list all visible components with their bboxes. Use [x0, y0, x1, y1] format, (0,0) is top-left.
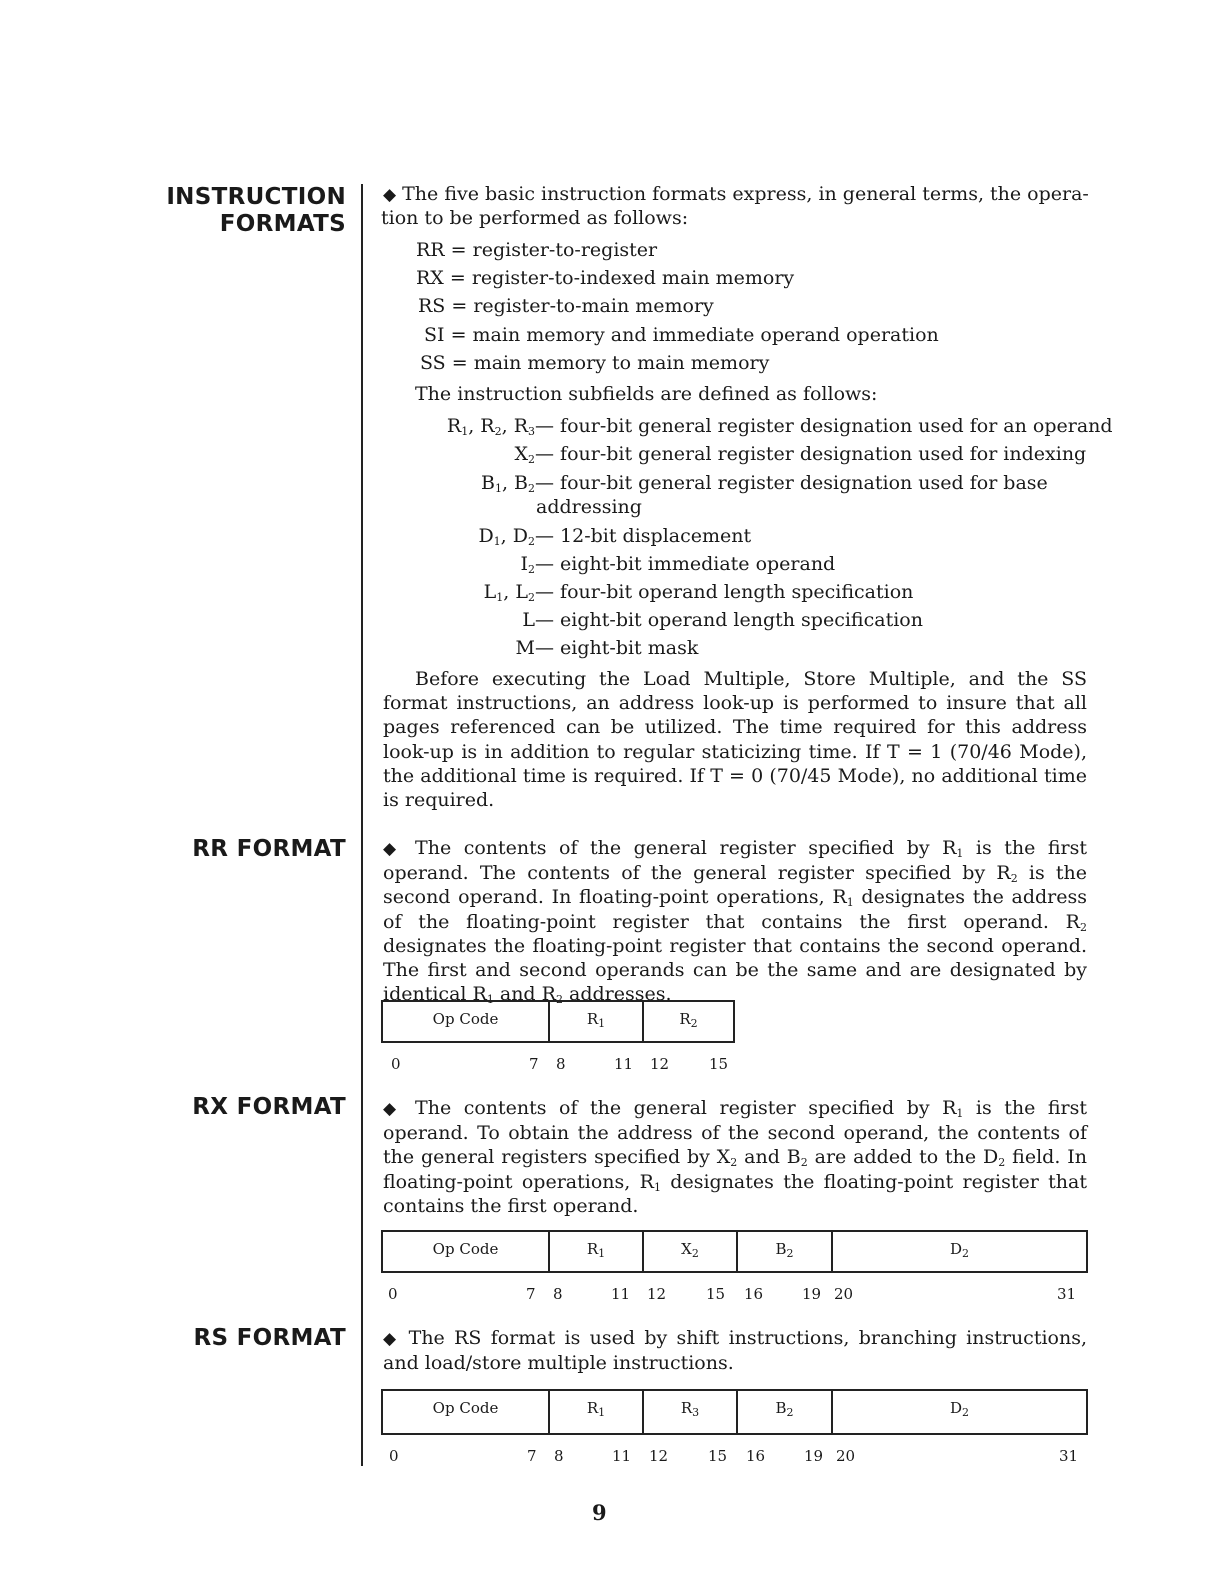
subfield-desc-d: — 12-bit displacement: [535, 525, 752, 547]
op-code-field: Op Code: [383, 1391, 550, 1433]
subfields-intro: The instruction subfields are defined as follows:: [415, 383, 878, 405]
bit-label: 0: [389, 1447, 399, 1465]
subfield-key-m: M: [515, 637, 535, 659]
bit-label: 19: [802, 1285, 822, 1303]
bit-label: 20: [836, 1447, 856, 1465]
heading-line-1: INSTRUCTION: [166, 184, 346, 210]
rr-format-diagram: [381, 1000, 735, 1043]
rs-format-diagram: [381, 1389, 1088, 1435]
rx-format-heading: RX FORMAT: [192, 1094, 346, 1120]
b2-field: $B_2$: [738, 1232, 833, 1271]
bit-label: 0: [391, 1055, 401, 1073]
subfield-desc-l: — eight-bit operand length specification: [535, 609, 923, 631]
format-item: SI = main memory and immediate operand operation: [424, 324, 939, 346]
rs-format-heading: RS FORMAT: [193, 1325, 346, 1351]
subfield-key-x: $X_2$: [514, 443, 535, 466]
page-number: 9: [592, 1500, 607, 1525]
bit-label: 12: [647, 1285, 667, 1303]
bit-label: 8: [553, 1285, 563, 1303]
bit-label: 7: [529, 1055, 539, 1073]
bit-label: 11: [611, 1285, 631, 1303]
op-code-field: Op Code: [383, 1232, 550, 1271]
subfield-desc-b: — four-bit general register designation used for base: [535, 472, 1048, 494]
bullet-icon: ◆: [383, 1329, 400, 1349]
r1-field: $R_1$: [550, 1232, 644, 1271]
bit-label: 15: [709, 1055, 729, 1073]
r3-field: $R_3$: [644, 1391, 738, 1433]
subfield-desc-x: — four-bit general register designation used for indexing: [535, 443, 1087, 465]
bit-label: 15: [708, 1447, 728, 1465]
subfield-key-r: $R_1$, $R_2$, $R_3$: [446, 415, 535, 438]
bit-label: 0: [388, 1285, 398, 1303]
subfield-key-d: $D_1$, $D_2$: [478, 525, 535, 548]
rx-paragraph: ◆ The contents of the general register specified by $R_1$ is the first operand. To obtain the address of the second operand, the contents of the general registers specified by $X_2$ and $B_2$ are added to the $D_2$ field. In floating-point operations, $R_1$ designates the floating-point register that contains the first operand.: [383, 1097, 1088, 1217]
subfield-desc-r: — four-bit general register designation used for an operand: [535, 415, 1113, 437]
bit-label: 12: [649, 1447, 669, 1465]
subfield-key-b: $B_1$, $B_2$: [480, 472, 535, 495]
format-item: SS = main memory to main memory: [420, 352, 770, 374]
heading-line-2: FORMATS: [219, 211, 346, 237]
subfield-desc-m: — eight-bit mask: [535, 637, 699, 659]
r1-field: $R_1$: [550, 1391, 644, 1433]
rr-format-heading: RR FORMAT: [192, 836, 346, 862]
d2-field: $D_2$: [949, 1240, 970, 1260]
lookup-paragraph: Before executing the Load Multiple, Store Multiple, and the SS format instructions, an address look-up is performed to insure that all pages referenced can be utilized. The time required for this address look-up is in addition to regular staticizing time. If T = 1 (70/46 Mode), the additional time is required. If T = 0 (70/45 Mode), no additional time is required.: [383, 668, 1087, 812]
subfield-key-ll: $L_1$, $L_2$: [483, 581, 535, 604]
r1-field: $R_1$: [550, 1002, 644, 1041]
x2-field: $X_2$: [644, 1232, 738, 1271]
bit-label: 31: [1057, 1285, 1077, 1303]
subfield-desc-b-cont: addressing: [536, 496, 642, 518]
rr-paragraph: ◆ The contents of the general register specified by $R_1$ is the first operand. The contents of the general register specified by $R_2$ is the second operand. In floating-point operations, $R_1$ designates the address of the floating-point register that contains the first operand. $R_2$ designates the floating-point register that contains the second operand. The first and second operands can be the same and are designated by identical $R_1$ and $R_2$ addresses.: [383, 837, 1088, 1007]
bit-label: 31: [1059, 1447, 1079, 1465]
bit-label: 16: [746, 1447, 766, 1465]
bit-label: 8: [554, 1447, 564, 1465]
rx-format-diagram: [381, 1230, 1088, 1273]
format-item: RS = register-to-main memory: [418, 295, 714, 317]
bit-label: 7: [527, 1447, 537, 1465]
format-item: RR = register-to-register: [416, 239, 658, 261]
op-code-field: Op Code: [383, 1002, 550, 1041]
r2-field: $R_2$: [679, 1010, 698, 1030]
bit-label: 11: [614, 1055, 634, 1073]
bullet-icon: ◆: [383, 1099, 403, 1119]
subfield-desc-ll: — four-bit operand length specification: [535, 581, 914, 603]
intro-line-1: ◆ The five basic instruction formats express, in general terms, the opera-: [383, 183, 1089, 205]
vertical-rule: [361, 184, 363, 1466]
instruction-formats-heading: [166, 184, 346, 238]
d2-field: $D_2$: [949, 1399, 970, 1419]
subfield-key-l: L: [522, 609, 535, 631]
subfield-key-i: $I_2$: [520, 553, 535, 576]
bit-label: 11: [612, 1447, 632, 1465]
bullet-icon: ◆: [383, 839, 403, 859]
b2-field: $B_2$: [738, 1391, 833, 1433]
bit-label: 20: [834, 1285, 854, 1303]
format-item: RX = register-to-indexed main memory: [416, 267, 795, 289]
subfield-desc-i: — eight-bit immediate operand: [535, 553, 836, 575]
bit-label: 19: [804, 1447, 824, 1465]
bit-label: 12: [650, 1055, 670, 1073]
bit-label: 16: [744, 1285, 764, 1303]
bit-label: 8: [556, 1055, 566, 1073]
bullet-icon: ◆: [383, 185, 397, 205]
rs-paragraph: ◆ The RS format is used by shift instructions, branching instructions, and load/store multiple instructions.: [383, 1327, 1087, 1375]
bit-label: 15: [706, 1285, 726, 1303]
intro-line-2: tion to be performed as follows:: [381, 207, 689, 229]
bit-label: 7: [526, 1285, 536, 1303]
